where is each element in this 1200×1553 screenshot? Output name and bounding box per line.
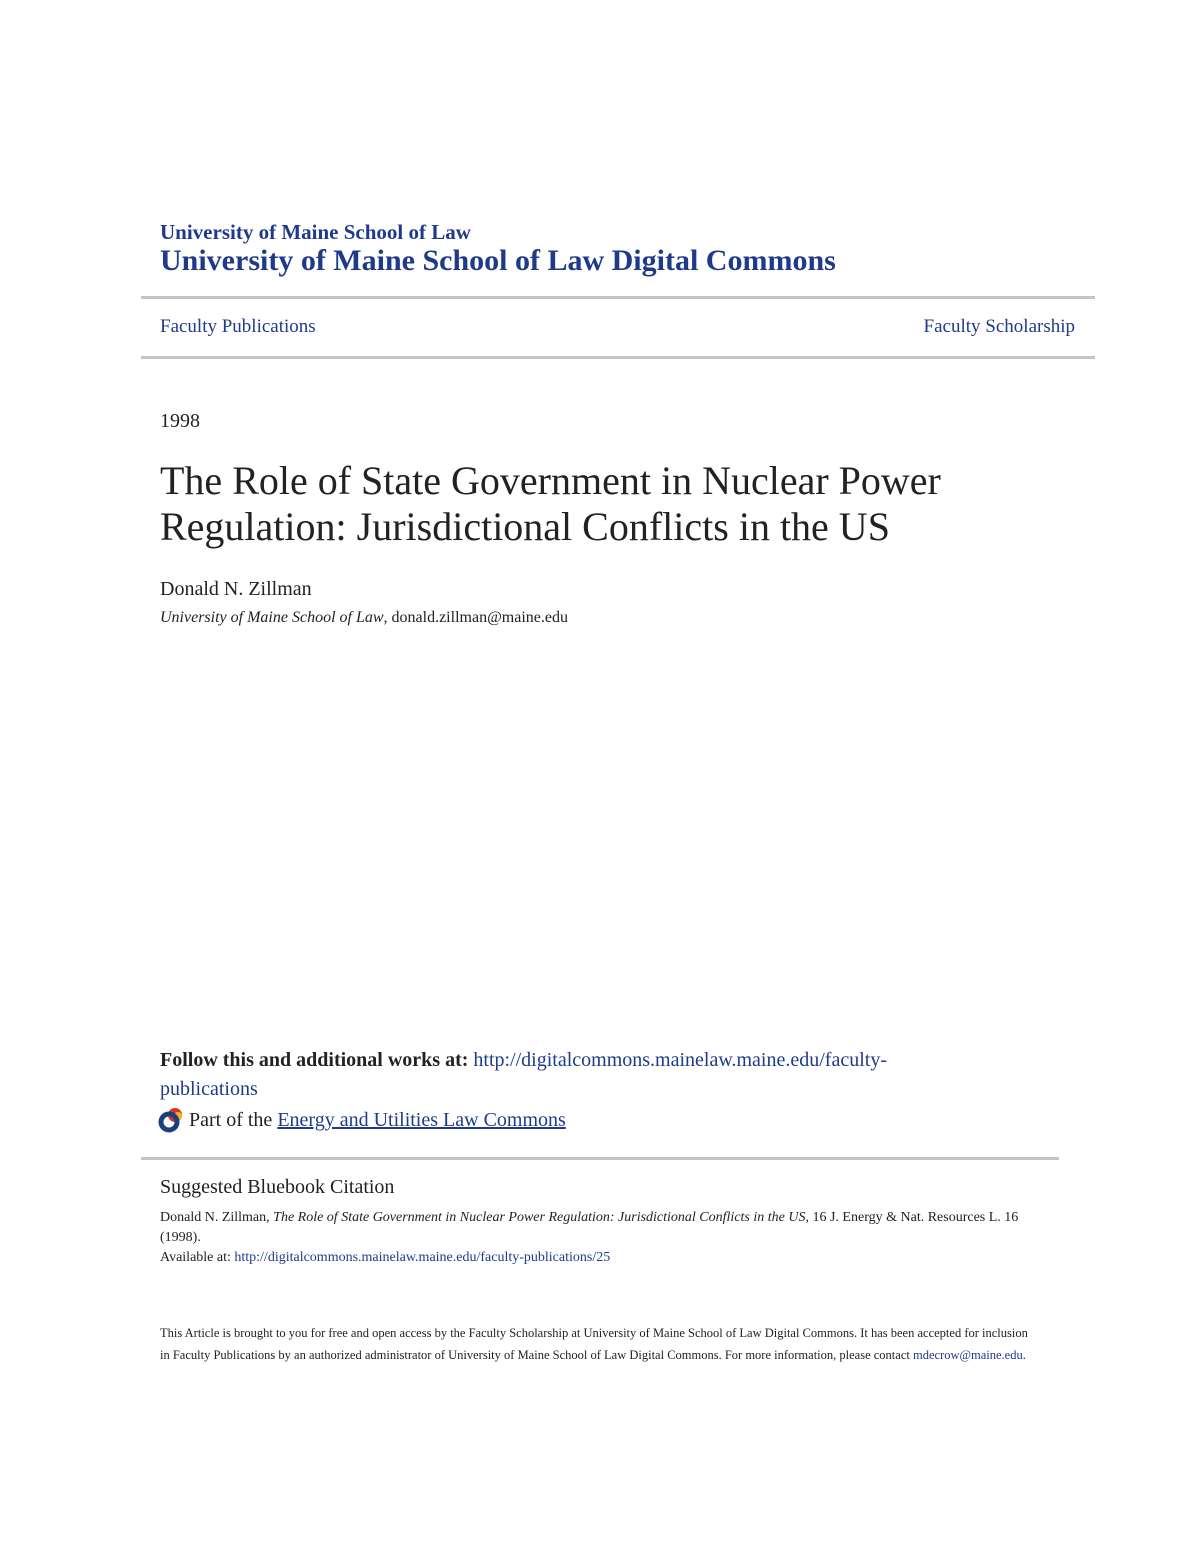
affiliation-separator: ,: [383, 609, 392, 626]
author-name: Donald N. Zillman: [160, 578, 312, 600]
access-notice-end: .: [1022, 1348, 1026, 1362]
follow-line: [160, 1046, 960, 1104]
header-divider-top: [141, 296, 1095, 299]
publication-year: 1998: [160, 410, 200, 432]
author-affiliation: [160, 609, 568, 627]
citation-divider: [141, 1157, 1059, 1160]
available-label: Available at:: [160, 1250, 235, 1265]
part-of-line: [158, 1106, 566, 1134]
energy-utilities-commons-link[interactable]: Energy and Utilities Law Commons: [277, 1108, 566, 1131]
bepress-network-logo-icon: [158, 1106, 186, 1134]
repository-name[interactable]: University of Maine School of Law Digital Commons: [160, 244, 836, 277]
author-email: donald.zillman@maine.edu: [391, 609, 568, 626]
citation-rest: , 16 J. Energy & Nat. Resources L. 16 (1998).: [160, 1210, 1019, 1245]
citation-url-link[interactable]: http://digitalcommons.mainelaw.maine.edu/faculty-publications/25: [234, 1250, 611, 1265]
citation-author: Donald N. Zillman,: [160, 1210, 274, 1225]
follow-url-link[interactable]: http://digitalcommons.mainelaw.maine.edu/faculty-publications: [160, 1049, 887, 1100]
citation-title: The Role of State Government in Nuclear Power Regulation: Jurisdictional Conflicts in the US: [273, 1210, 806, 1225]
access-notice: [160, 1322, 1040, 1366]
faculty-publications-link[interactable]: Faculty Publications: [160, 316, 316, 337]
affiliation-institution: University of Maine School of Law: [160, 609, 384, 626]
article-title: The Role of State Government in Nuclear Power Regulation: Jurisdictional Conflicts in the US: [160, 458, 941, 549]
part-of-prefix: Part of the: [189, 1108, 273, 1131]
citation-body: [160, 1208, 1040, 1268]
contact-email-link[interactable]: mdecrow@maine.edu: [912, 1348, 1023, 1362]
access-notice-text: This Article is brought to you for free and open access by the Faculty Scholarship at University of Maine School of Law Digital Commons. It has been accepted for inclusion in Faculty Publications by an authorized administrator of University of Maine School of Law Digital Commons. For more information, please contact: [160, 1326, 1028, 1362]
faculty-scholarship-link[interactable]: Faculty Scholarship: [923, 316, 1075, 337]
header-divider-bottom: [141, 356, 1095, 359]
institution-name[interactable]: University of Maine School of Law: [160, 220, 471, 244]
follow-label: Follow this and additional works at:: [160, 1049, 474, 1071]
citation-heading: Suggested Bluebook Citation: [160, 1176, 395, 1198]
